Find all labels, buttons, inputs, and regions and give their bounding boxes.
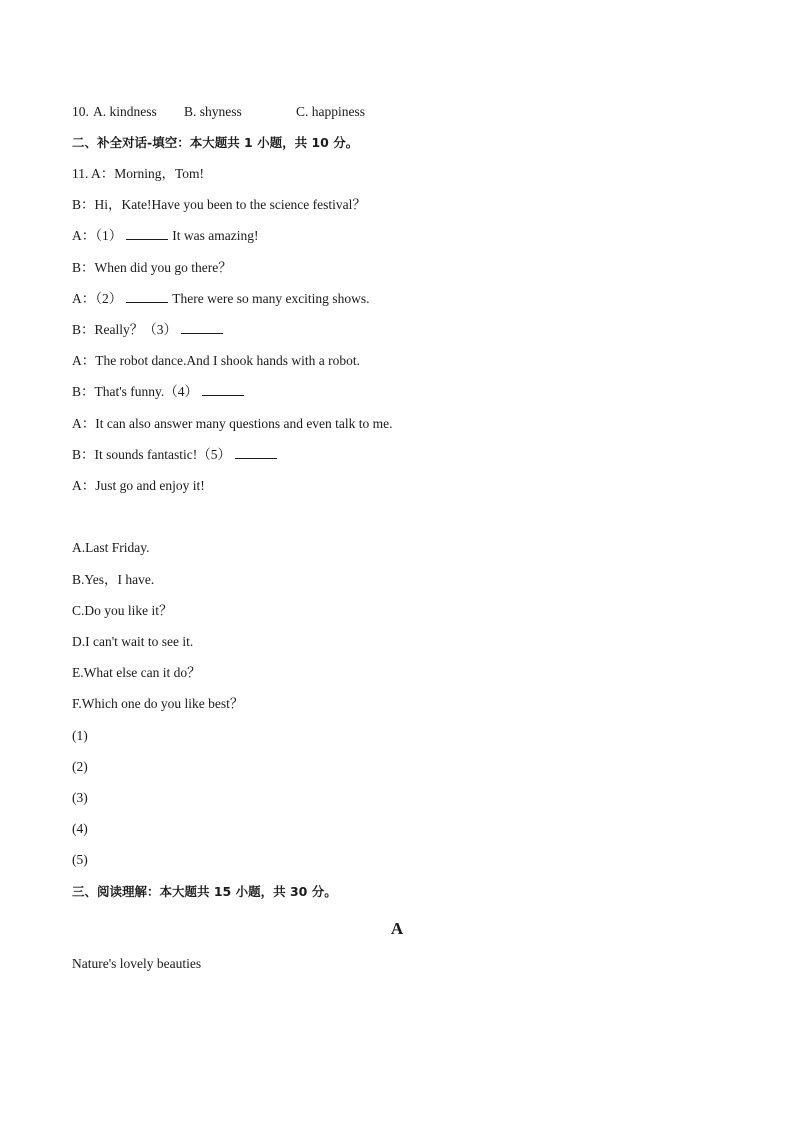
answer-blank [126,290,168,303]
choice-e: E.What else can it do？ [72,665,201,680]
q10-option-c: C. happiness [296,104,365,119]
dialogue-line-5: A：（2） There were so many exciting shows. [72,291,370,306]
choice-b: B.Yes，I have. [72,572,155,587]
choice-a: A.Last Friday. [72,540,150,555]
choice-c: C.Do you like it？ [72,603,173,618]
section-2-heading: 二、补全对话-填空：本大题共 1 小题，共 10 分。 [72,135,359,150]
dialogue-line-8: B：That's funny.（4） [72,383,248,401]
answer-blank [235,446,277,459]
choice-f: F.Which one do you like best？ [72,696,244,711]
dialogue-line-1: 11. A：Morning，Tom! [72,166,205,181]
answer-blank [202,383,244,396]
dialogue-line-7: A：The robot dance.And I shook hands with a robot. [72,353,360,368]
answer-blank [126,227,168,240]
dialogue-line-6: B：Really？（3） [72,321,227,339]
section-3-heading: 三、阅读理解：本大题共 15 小题，共 30 分。 [72,884,337,899]
answer-slot-5: (5) [72,852,88,867]
answer-slot-3: (3) [72,790,88,805]
dialogue-line-9: A：It can also answer many questions and even talk to me. [72,416,393,431]
q10-option-a: A. kindness [93,104,157,119]
dialogue-line-11: A：Just go and enjoy it! [72,478,205,493]
answer-slot-1: (1) [72,728,88,743]
dialogue-line-2: B：Hi，Kate!Have you been to the science festival？ [72,197,366,212]
choice-d: D.I can't wait to see it. [72,634,194,649]
q10-option-b: B. shyness [184,104,242,119]
answer-slot-2: (2) [72,759,88,774]
question-10-number: 10. [72,104,89,119]
passage-label: A [390,919,404,938]
dialogue-line-3: A：（1） It was amazing! [72,228,259,243]
dialogue-line-4: B：When did you go there？ [72,260,232,275]
answer-slot-4: (4) [72,821,88,836]
answer-blank [181,321,223,334]
passage-title: Nature's lovely beauties [72,956,202,971]
dialogue-line-10: B：It sounds fantastic!（5） [72,446,281,464]
